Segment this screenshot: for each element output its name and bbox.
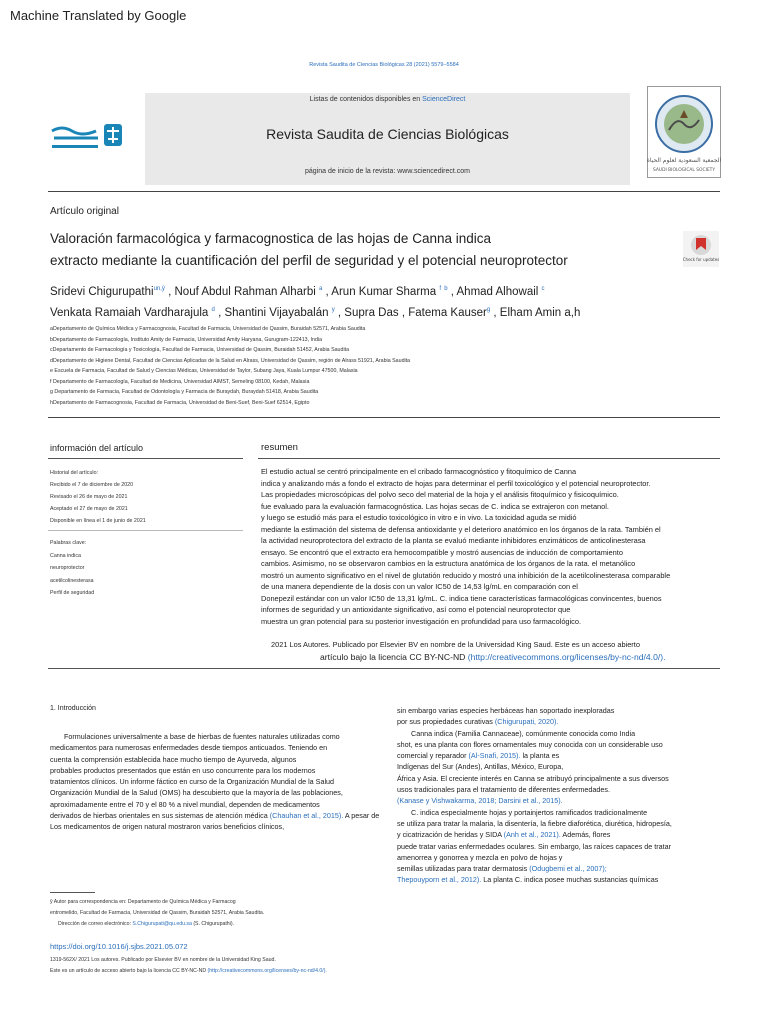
intro-column-left (50, 731, 380, 833)
sbs-logo-english: SAUDI BIOLOGICAL SOCIETY (652, 168, 716, 173)
paragraph-line (397, 761, 722, 772)
author-sup[interactable]: un,ŷ (153, 286, 165, 292)
paragraph-line (397, 807, 722, 818)
affiliation-item: aDepartamento de Química Médica y Farmacognosia, Facultad de Farmacia, Universidad de Qassim, Buraidah 52571, Arabia Saudita (50, 326, 366, 332)
abstract-bottom-rule (48, 668, 720, 669)
paragraph-text: semillas utilizadas para tratar dermatosis (397, 864, 528, 874)
keywords-label: Palabras clave: (50, 540, 87, 546)
author-name[interactable]: , Shantini Vijayabalán (218, 306, 329, 319)
abstract-line: cambios. Asimismo, no se observaron cambios en la estructura anatómica de los órganos de la rata. el metanólico (261, 559, 636, 568)
abstract-line: la actividad neuroprotectora del extracto de la planta se evaluó mediante inhibidores enzimáticos de anticolinesterasa (261, 536, 646, 545)
paragraph-text: shot, es una planta con flores ornamentales muy conocida con un considerable uso (397, 739, 663, 749)
open-access-line (50, 966, 327, 977)
author-line-1 (50, 280, 690, 301)
contents-availability (145, 96, 630, 103)
paragraph-line (397, 705, 722, 716)
author-list (50, 280, 690, 322)
paragraph-text: sin embargo varias especies herbáceas han soportado inexploradas (397, 706, 615, 715)
history-item: Historial del artículo: (50, 470, 98, 476)
paragraph-text: se utiliza para tratar la malaria, la disentería, la fiebre diaforética, diurética, hidropesía, (397, 818, 672, 828)
sbs-logo (647, 86, 721, 178)
paragraph-line (397, 863, 722, 874)
paragraph-line (397, 829, 722, 840)
affiliations-divider (48, 417, 720, 418)
author-name[interactable]: , Ahmad Alhowail (450, 285, 539, 298)
paragraph-line (397, 716, 722, 727)
issn-line: 1319-562X/ 2021 Los autores. Publicado por Elsevier BV en nombre de la Universidad King Saud. (50, 957, 276, 963)
citation-link[interactable]: (Al-Snafi, 2015). (468, 751, 521, 761)
author-sup[interactable]: c (541, 286, 545, 292)
paragraph-text: comercial y reparador (397, 751, 467, 761)
article-type: Artículo original (50, 206, 119, 217)
keyword-item: neuroprotector (50, 565, 85, 571)
affiliation-item: f Departamento de Farmacología, Facultad de Medicina, Universidad AIMST, Semeling 08100, Kedah, Malasia (50, 378, 310, 385)
affiliation-item: dDepartamento de Higiene Dental, Facultad de Ciencias Aplicadas de la Salud en Alrass, Universidad de Qassim, región de Alrass 51921, Arabia Saudita (50, 357, 411, 364)
paragraph-line (50, 754, 380, 765)
paragraph-line (50, 742, 380, 753)
ksu-logo (48, 121, 126, 153)
corresponding-author-footnote (50, 897, 380, 930)
footnote-line: entromelido, Facultad de Farmacia, Universidad de Qassim, Buraidah 52571, Arabia Saudita. (50, 910, 265, 916)
history-item: Revisado el 26 de mayo de 2021 (50, 494, 128, 500)
citation-link[interactable]: Thepouyporn et al., 2012). (397, 875, 482, 885)
paragraph-line (50, 810, 380, 821)
abstract-line: informes de seguridad y un antioxidante significativo, así como el potencial neuroprotector que (261, 605, 571, 614)
paragraph-line (397, 784, 722, 795)
abstract-line: Donepezil estándar con un valor IC50 de 13,31 lg/mL. C. indica tiene características farmacológicas convincentes, buenos (261, 593, 662, 603)
keywords (50, 537, 94, 600)
affiliation-item: hDepartamento de Farmacognosia, Facultad de Farmacia, Universidad de Beni-Suef, Beni-Suef 62514, Egipto (50, 399, 310, 406)
citation-link[interactable]: (Odugbemi et al., 2007); (529, 864, 607, 874)
journal-title: Revista Saudita de Ciencias Biológicas (266, 126, 509, 142)
machine-translation-banner: Machine Translated by Google (10, 8, 187, 23)
affiliation-item: e Escuela de Farmacia, Facultad de Salud y Ciencias Médicas, Universidad de Taylor, Subang Jaya, Kuala Lumpur 47500, Malasia (50, 368, 358, 374)
oa-prefix: Este es un artículo de acceso abierto bajo la licencia CC BY-NC-ND (50, 968, 207, 974)
paragraph-text: por sus propiedades curativas (397, 717, 493, 727)
sciencedirect-link[interactable]: ScienceDirect (422, 96, 466, 103)
author-name[interactable]: Sridevi Chigurupathi (50, 285, 154, 298)
paragraph-text: Indígenas del Sur (Andes), Antillas, México, Europa, (397, 762, 564, 772)
sbs-logo-arabic: الجمعية السعودية لعلوم الحياة (647, 157, 721, 164)
abstract-line: muestra un gran potencial para su posterior investigación en profundidad para uso farmacológico. (261, 616, 582, 626)
citation-link[interactable]: (Anh et al., 2021). (503, 830, 561, 840)
paragraph-line (397, 841, 722, 852)
paragraph-text: usos tradicionales para el tratamiento de diferentes enfermedades. (397, 785, 610, 795)
paragraph-line (50, 776, 380, 787)
intro-column-right (397, 705, 722, 886)
history-item: Aceptado el 27 de mayo de 2021 (50, 506, 128, 512)
paragraph-line (397, 852, 722, 863)
paragraph-line (397, 773, 722, 784)
history-item: Disponible en línea el 1 de junio de 2021 (50, 518, 146, 524)
contents-prefix: Listas de contenidos disponibles en (309, 96, 421, 103)
journal-homepage[interactable]: página de inicio de la revista: www.sciencedirect.com (305, 168, 470, 175)
paragraph-text: tratamientos clínicos. Un informe fáctico en curso de la Organización Mundial de la Salud (50, 777, 335, 787)
author-sup[interactable]: a (319, 286, 323, 292)
paragraph-text: y cicatrización de heridas y SIDA (397, 830, 502, 840)
citation-link[interactable]: (Kanase y Vishwakarma, 2018; Darsini et al., 2015). (397, 796, 563, 806)
author-sup[interactable]: y (331, 306, 335, 313)
paragraph-text: A pesar de (343, 811, 380, 821)
paragraph-text: probables productos presentados que están en uso concurrente para los modernos (50, 765, 316, 775)
abstract-line: ensayo. Se encontró que el extracto era hemocompatible y mostró ausencias de inducción de comportamiento (261, 547, 623, 557)
paragraph-text: Canna indica (Familia Cannaceae), comúnmente conocida como India (411, 728, 636, 738)
footnote-line (50, 919, 380, 930)
header-divider (48, 191, 720, 192)
paragraph-line (50, 787, 380, 798)
affiliations (50, 324, 720, 408)
paragraph-text: puede tratar varias enfermedades oculares. Sin embargo, las raíces capaces de tratar (397, 841, 672, 851)
paragraph-text: amenorrea y gonorrea y mezcla en polvo de hojas y (397, 852, 563, 862)
paragraph-text: Además, flores (560, 830, 611, 840)
license-line-1: 2021 Los Autores. Publicado por Elsevier BV en nombre de la Universidad King Saud. Este es un acceso abierto (271, 640, 640, 649)
email-link[interactable]: S.Chigurupati@qu.edu.sa (132, 921, 192, 927)
author-name[interactable]: , Elham Amin a,h (493, 306, 581, 319)
keyword-item: acetilcolinesterasa (50, 577, 94, 584)
keyword-item: Perfil de seguridad (50, 590, 95, 596)
paragraph-text: derivados de hierbas orientales en sus sistemas de atención médica (50, 811, 268, 821)
affiliation-item: cDepartamento de Farmacología y Toxicología, Facultad de Farmacia, Universidad de Qassim, Buraidah 51452, Arabia Saudita (50, 347, 350, 353)
author-name[interactable]: , Fatema Kauser (401, 306, 487, 319)
paragraph-text: aproximadamente entre el 70 y el 80 % a nivel mundial, dependen de medicamentos (50, 799, 320, 809)
paragraph-line (397, 739, 722, 750)
article-title (50, 228, 650, 272)
paragraph-line (50, 765, 380, 776)
section-heading-introduction: 1. Introducción (50, 705, 96, 712)
article-info-heading: información del artículo (50, 443, 144, 453)
abstract-line: indica y analizando más a fondo el extracto de hojas para determinar el perfil toxicológico y el potencial neuroprotector. (261, 478, 651, 488)
abstract-line: fue evaluado para la evaluación farmacognóstica. Las hojas secas de C. indica se extrajeron con metanol. (261, 501, 609, 511)
paragraph-line (50, 731, 380, 742)
paragraph-text: cuenta la comprensión establecida hace mucho tiempo de Ayurveda, algunos (50, 754, 297, 764)
author-sup[interactable]: f (439, 286, 441, 292)
author-name[interactable]: , Nouf Abdul Rahman Alharbi (168, 285, 316, 298)
author-sup[interactable]: g (486, 306, 491, 313)
abstract-line: mostró un aumento significativo en el nivel de glutatión reducido y mostró una inhibición de la acetilcolinesterasa comparable (261, 570, 671, 580)
abstract-line: Las propiedades microscópicas del polvo seco del material de la hoja y el análisis fitoquímico y fisicoquímico. (261, 490, 619, 499)
license-line-2 (320, 652, 666, 662)
license-link[interactable]: (http://creativecommons.org/licenses/by-nc-nd/4.0/). (467, 652, 666, 662)
abstract-heading: resumen (261, 442, 298, 453)
oa-license-link[interactable]: (http://creativecommons.org/licenses/by-nc-nd/4.0/). (207, 968, 327, 974)
footnote-rule (50, 892, 95, 893)
issn-block (50, 955, 327, 977)
abstract-line: y luego se estudió más para el estudio toxicológico in vitro e in vivo. La toxicidad aguda se midió (261, 513, 577, 522)
paragraph-text: medicamentos para numerosas enfermedades desde tiempos anticuados. Teniendo en (50, 743, 328, 753)
abstract-line: de una manera dependiente de la dosis con un valor IC50 de 14,53 lg/mL en comparación con el (261, 582, 578, 591)
paragraph-text: la planta es (520, 751, 560, 761)
abstract-rule (258, 458, 720, 459)
footnote-line: ŷ Autor para correspondencia en: Departamento de Química Médica y Farmacog (50, 899, 236, 905)
email-label: Dirección de correo electrónico: (58, 921, 131, 927)
paragraph-text: Organización Mundial de la Salud (OMS) ha descubierto que la mayoría de las poblaciones, (50, 788, 343, 798)
affiliation-item: bDepartamento de Farmacología, Instituto Amity de Farmacia, Universidad Amity Haryana, Gurugram-122413, India (50, 336, 323, 343)
crossmark-icon[interactable] (683, 231, 719, 267)
title-line-2: extracto mediante la cuantificación del perfil de seguridad y el potencial neuroprotector (50, 253, 568, 268)
paragraph-text: África y Asia. El creciente interés en Canna se atribuyó principalmente a sus diversos (397, 773, 669, 783)
title-line-1: Valoración farmacológica y farmacognostica de las hojas de Canna indica (50, 231, 491, 246)
doi-link[interactable]: https://doi.org/10.1016/j.sjbs.2021.05.072 (50, 942, 188, 951)
author-sup[interactable]: b (444, 286, 448, 292)
journal-reference-link[interactable]: Revista Saudita de Ciencias Biológicas 28 (2021) 5579–5584 (309, 62, 459, 68)
author-sup[interactable]: d (211, 306, 215, 313)
paragraph-text: Los medicamentos de origen natural mostraron varios beneficios clínicos, (50, 822, 285, 832)
author-name[interactable]: , Arun Kumar Sharma (325, 285, 437, 298)
paragraph-line (397, 750, 722, 761)
paragraph-line (50, 799, 380, 810)
paragraph-line (397, 728, 722, 739)
paragraph-text: C. indica especialmente hojas y portainjertos ramificados tradicionalmente (411, 807, 648, 817)
abstract-line: mediante la estimación del sistema de defensa antioxidante y el deterioro anatómico en los órganos de la rata. También el (261, 524, 661, 534)
paragraph-text: La planta C. indica posee muchas sustancias químicas (481, 875, 659, 885)
keywords-rule (48, 530, 243, 531)
author-name[interactable]: Venkata Ramaiah Vardharajula (50, 306, 209, 319)
abstract-line: El estudio actual se centró principalmente en el cribado farmacognóstico y fitoquímico de Canna (261, 467, 577, 476)
keyword-item: Canna indica (50, 552, 81, 559)
crossmark-label: Check for updates (683, 257, 719, 262)
paragraph-line (50, 821, 380, 832)
paragraph-line (397, 874, 722, 885)
article-info-rule (48, 458, 243, 459)
author-line-2 (50, 301, 690, 322)
paragraph-line (397, 795, 722, 806)
citation-link[interactable]: (Chauhan et al., 2015). (269, 811, 344, 821)
history-item: Recibido el 7 de diciembre de 2020 (50, 482, 134, 488)
author-name[interactable]: , Supra Das (337, 306, 399, 319)
email-after: (S. Chigurupathi). (191, 921, 234, 927)
citation-link[interactable]: (Chigurupati, 2020). (494, 717, 559, 727)
paragraph-line (397, 818, 722, 829)
article-history (50, 467, 146, 527)
abstract-body (261, 466, 723, 627)
paragraph-text: Formulaciones universalmente a base de hierbas de fuentes naturales utilizadas como (64, 732, 340, 741)
affiliation-item: g Departamento de Farmacia, Facultad de Odontología y Farmacia de Buraydah, Buraydah 51418, Arabia Saudita (50, 389, 319, 395)
license-prefix: artículo bajo la licencia CC BY-NC-ND (320, 652, 466, 662)
